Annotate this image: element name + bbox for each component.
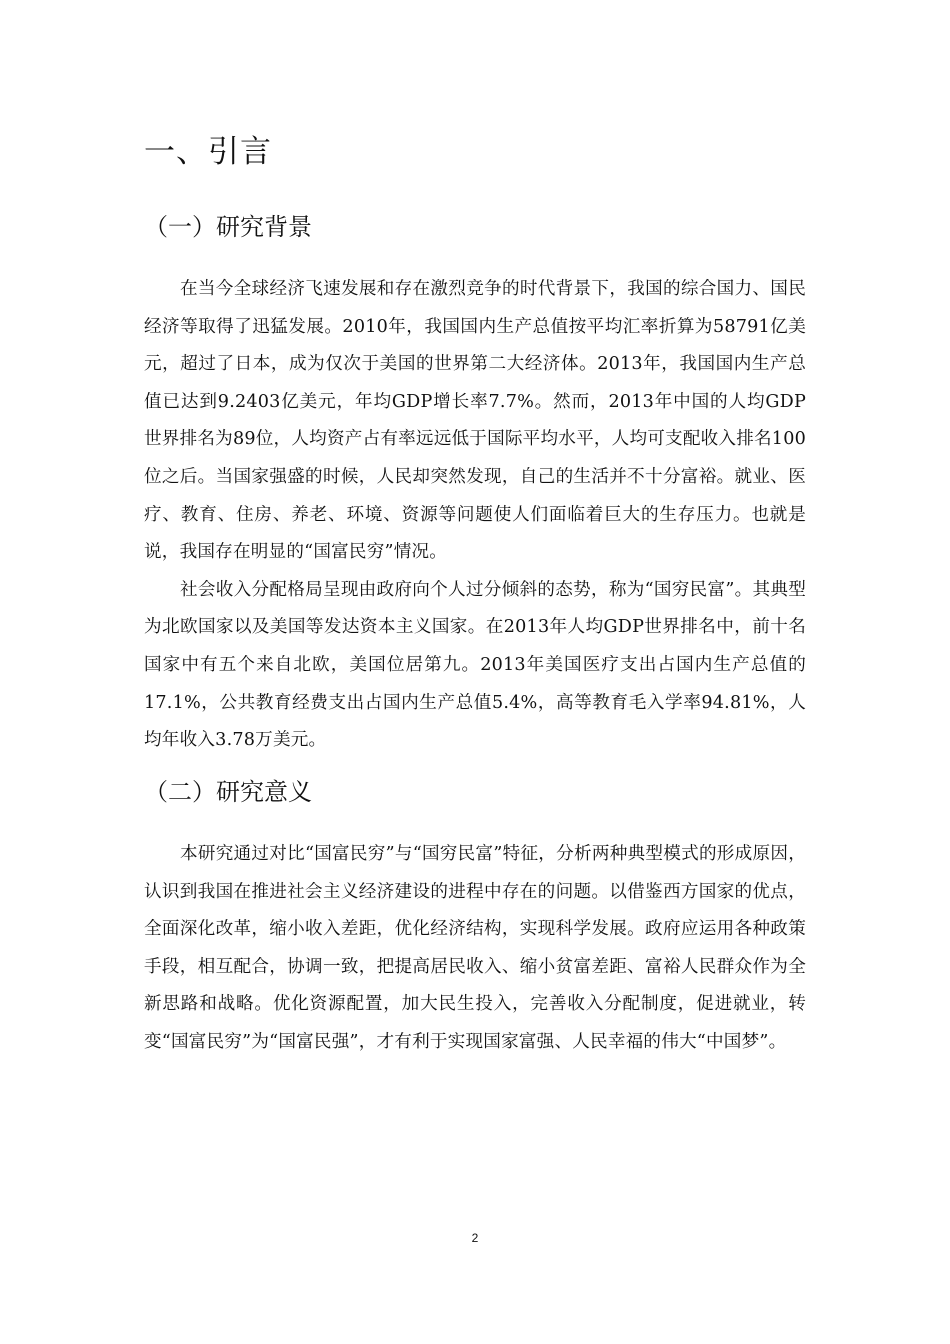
section-heading-research-significance: （二）研究意义 — [144, 778, 312, 806]
paragraph: 本研究通过对比“国富民穷”与“国穷民富”特征，分析两种典型模式的形成原因，认识到我国在推进社会主义经济建设的进程中存在的问题。以借鉴西方国家的优点，全面深化改革，缩小收入差距，优化经济结构，实现科学发展。政府应运用各种政策手段，相互配合，协调一致，把提高居民收入、缩小贫富差距、富裕人民群众作为全新思路和战略。优化资源配置，加大民生投入，完善收入分配制度，促进就业，转变“国富民穷”为“国富民强”，才有利于实现国家富强、人民幸福的伟大“中国梦”。 — [144, 844, 806, 1052]
paragraph: 社会收入分配格局呈现由政府向个人过分倾斜的态势，称为“国穷民富”。其典型为北欧国家以及美国等发达资本主义国家。在2013年人均GDP世界排名中，前十名国家中有五个来自北欧，美国位居第九。2013年美国医疗支出占国内生产总值的17.1%，公共教育经费支出占国内生产总值5.4%，高等教育毛入学率94.81%，人均年收入3.78万美元。 — [144, 579, 806, 751]
paragraph: 在当今全球经济飞速发展和存在激烈竞争的时代背景下，我国的综合国力、国民经济等取得了迅猛发展。2010年，我国国内生产总值按平均汇率折算为58791亿美元，超过了日本，成为仅次于美国的世界第二大经济体。2013年，我国国内生产总值已达到9.2403亿美元，年均GDP增长率7.7%。然而，2013年中国的人均GDP世界排名为89位，人均资产占有率远远低于国际平均水平，人均可支配收入排名100位之后。当国家强盛的时候，人民却突然发现，自己的生活并不十分富裕。就业、医疗、教育、住房、养老、环境、资源等问题使人们面临着巨大的生存压力。也就是说，我国存在明显的“国富民穷”情况。 — [144, 279, 806, 563]
section-heading-research-background: （一）研究背景 — [144, 213, 312, 241]
page-number: 2 — [471, 1231, 479, 1245]
section-body-research-significance — [144, 836, 806, 1062]
section-body-research-background — [144, 271, 806, 760]
chapter-heading: 一、引言 — [144, 134, 272, 170]
